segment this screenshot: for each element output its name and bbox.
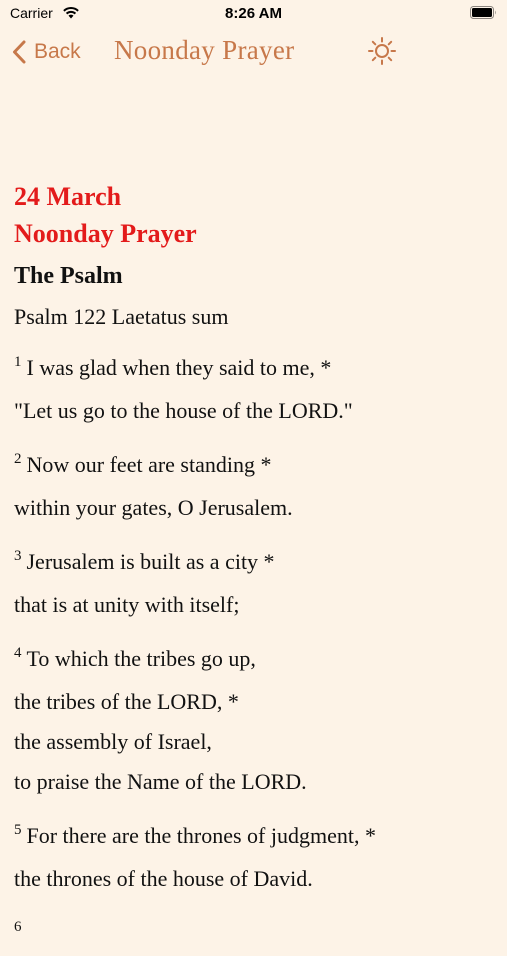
verse-text: the thrones of the house of David. xyxy=(14,866,313,891)
verse-number: 6 xyxy=(14,919,22,935)
psalm-verse xyxy=(14,542,494,625)
verse-line xyxy=(14,859,494,899)
verse-line xyxy=(14,913,494,956)
back-label: Back xyxy=(34,40,81,63)
clock: 8:26 AM xyxy=(225,5,282,22)
verse-text: I was glad when they said to me, * xyxy=(26,355,332,380)
verse-number: 2 xyxy=(14,451,22,467)
verse-text: that is at unity with itself; xyxy=(14,592,240,617)
verse-text: "Let us go to the house of the LORD." xyxy=(14,398,353,423)
verse-line xyxy=(14,682,494,722)
verse-line xyxy=(14,585,494,625)
back-button[interactable] xyxy=(12,37,81,67)
verse-number: 4 xyxy=(14,645,22,661)
reading-content xyxy=(14,178,494,956)
verse-line xyxy=(14,762,494,802)
verse-line xyxy=(14,348,494,391)
verse-text: Now our feet are standing * xyxy=(26,452,272,477)
verse-line xyxy=(14,722,494,762)
verse-text: the tribes of the LORD, * xyxy=(14,689,239,714)
verse-line xyxy=(14,488,494,528)
navigation-bar xyxy=(0,28,507,76)
psalm-verse xyxy=(14,639,494,802)
chevron-left-icon xyxy=(12,40,26,64)
verse-line xyxy=(14,445,494,488)
verse-text: to praise the Name of the LORD. xyxy=(14,769,307,794)
carrier-label: Carrier xyxy=(10,5,53,21)
office-heading: Noonday Prayer xyxy=(14,219,197,248)
verse-number: 5 xyxy=(14,822,22,838)
verse-text: For there are the thrones of judgment, * xyxy=(26,823,376,848)
page-title: Noonday Prayer xyxy=(114,35,295,65)
verse-line xyxy=(14,542,494,585)
status-bar xyxy=(0,0,507,28)
section-heading: The Psalm xyxy=(14,263,123,289)
brightness-button[interactable] xyxy=(367,36,397,66)
verse-number: 3 xyxy=(14,548,22,564)
psalm-verse xyxy=(14,816,494,899)
battery-icon xyxy=(470,6,497,19)
verse-line xyxy=(14,639,494,682)
verse-number: 1 xyxy=(14,354,22,370)
verse-text: the assembly of Israel, xyxy=(14,729,212,754)
verse-line xyxy=(14,391,494,431)
verse-text: Jerusalem is built as a city * xyxy=(26,549,275,574)
verse-text: within your gates, O Jerusalem. xyxy=(14,495,293,520)
verse-text: To which the tribes go up, xyxy=(26,646,256,671)
date-heading: 24 March xyxy=(14,182,122,211)
brightness-icon xyxy=(367,36,397,66)
verse-line xyxy=(14,816,494,859)
psalm-verse xyxy=(14,348,494,431)
psalm-verse xyxy=(14,445,494,528)
psalm-title: Psalm 122 Laetatus sum xyxy=(14,304,229,329)
verse-list xyxy=(14,348,494,956)
psalm-verse xyxy=(14,913,494,956)
